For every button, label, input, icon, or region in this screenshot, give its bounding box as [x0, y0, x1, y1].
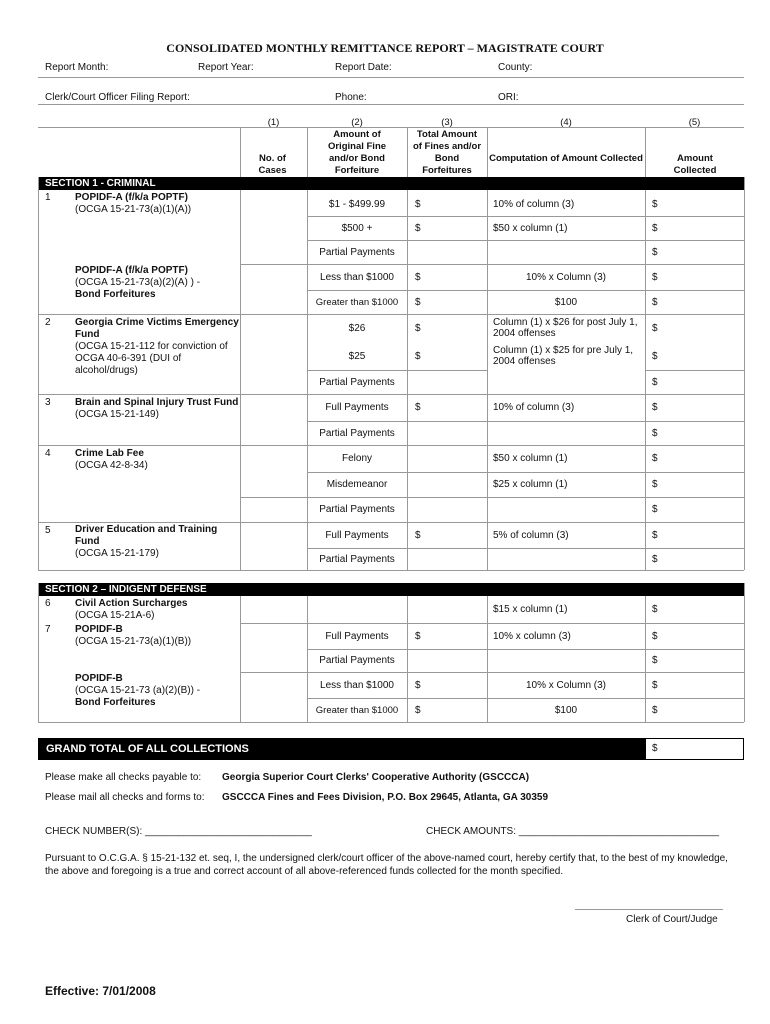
item-description [75, 673, 240, 709]
signature-line[interactable] [575, 909, 723, 910]
item-code: (OCGA 42-8-34) [75, 460, 148, 471]
total-amount-field[interactable]: $ [415, 402, 421, 413]
ori-label: ORI: [498, 92, 519, 103]
item-description [75, 192, 240, 216]
amount-collected-field[interactable]: $ [652, 529, 658, 541]
greater-than-1000: Greater than $1000 [315, 704, 399, 716]
fine-range: $1 - $499.99 [328, 198, 386, 210]
partial-payments: Partial Payments [319, 376, 395, 388]
report-year-label: Report Year: [198, 62, 254, 73]
header-divider [38, 77, 744, 78]
computation: Column (1) x $26 for post July 1, 2004 offenses [493, 317, 638, 339]
item-number: 3 [45, 397, 51, 408]
amount-collected-field[interactable]: $ [652, 322, 658, 334]
signature-label: Clerk of Court/Judge [626, 914, 718, 925]
computation: $50 x column (1) [493, 453, 568, 464]
certification-text: Pursuant to O.C.G.A. § 15-21-132 et. seq, I, the undersigned clerk/court officer of the above-named court, hereby certify that, to the best of my knowledge, the above and foregoing is a true and correct account of all above-referenced funds collected for the month specified. [45, 853, 728, 877]
grand-total-row [38, 738, 744, 760]
col3-header: Total Amount of Fines and/or Bond Forfeitures [412, 129, 482, 176]
col5-header: Amount Collected [673, 153, 717, 176]
check-numbers-field[interactable]: CHECK NUMBER(S): ______________________________ [45, 826, 312, 837]
amount-collected-field[interactable]: $ [652, 630, 658, 642]
total-amount-field[interactable]: $ [415, 296, 421, 308]
item-number: 5 [45, 525, 51, 536]
col2-header: Amount of Original Fine and/or Bond Forfeiture [327, 129, 387, 176]
less-than-1000: Less than $1000 [320, 271, 394, 283]
total-amount-field[interactable]: $ [415, 529, 421, 541]
total-amount-field[interactable]: $ [415, 322, 421, 334]
item-name: POPIDF-A (f/k/a POPTF) [75, 192, 188, 203]
amount-collected-field[interactable]: $ [652, 271, 658, 283]
item-name: Crime Lab Fee [75, 448, 144, 459]
computation: Column (1) x $25 for pre July 1, 2004 offenses [493, 345, 634, 367]
item-description [75, 448, 240, 472]
report-date-label: Report Date: [335, 62, 392, 73]
item-number: 4 [45, 448, 51, 459]
item-name: POPIDF-A (f/k/a POPTF) [75, 265, 188, 276]
computation: $15 x column (1) [493, 604, 568, 615]
item-extra: Bond Forfeitures [75, 289, 156, 300]
computation: 10% of column (3) [493, 402, 575, 413]
item-number: 7 [45, 624, 51, 635]
mail-label: Please mail all checks and forms to: [45, 792, 205, 803]
fine-amount: $25 [348, 350, 366, 362]
item-description [75, 317, 240, 377]
item-number: 1 [45, 192, 51, 203]
fine-range: $500 + [341, 222, 373, 234]
total-amount-field[interactable]: $ [415, 350, 421, 362]
item-code: (OCGA 15-21-73 (a)(2)(B)) - [75, 685, 201, 696]
total-amount-field[interactable]: $ [415, 222, 421, 234]
computation: 10% x Column (3) [525, 679, 607, 691]
total-amount-field[interactable]: $ [415, 679, 421, 691]
computation: $50 x column (1) [493, 222, 568, 234]
item-code: (OCGA 15-21-73(a)(1)(A)) [75, 204, 192, 215]
fine-amount: $26 [348, 322, 366, 334]
greater-than-1000: Greater than $1000 [315, 296, 399, 308]
amount-collected-field[interactable]: $ [652, 604, 658, 615]
section-2-header: SECTION 2 – INDIGENT DEFENSE [38, 583, 744, 596]
computation: $25 x column (1) [493, 479, 568, 490]
amount-collected-field[interactable]: $ [652, 679, 658, 691]
computation: $100 [554, 704, 578, 716]
total-amount-field[interactable]: $ [415, 704, 421, 716]
amount-collected-field[interactable]: $ [652, 504, 658, 515]
mail-value: GSCCCA Fines and Fees Division, P.O. Box 29645, Atlanta, GA 30359 [222, 792, 549, 803]
amount-collected-field[interactable]: $ [652, 479, 658, 490]
computation: 10% x Column (3) [525, 271, 607, 283]
item-name: POPIDF-B [75, 624, 123, 635]
less-than-1000: Less than $1000 [320, 679, 394, 691]
grand-total-field[interactable]: $ [652, 743, 658, 754]
computation: 10% x column (3) [493, 630, 571, 642]
amount-collected-field[interactable]: $ [652, 350, 658, 362]
item-code: (OCGA 15-21-112 for conviction of OCGA 40-6-391 (DUI of alcohol/drugs) [75, 341, 228, 376]
amount-collected-field[interactable]: $ [652, 553, 658, 565]
amount-collected-field[interactable]: $ [652, 296, 658, 308]
amount-collected-field[interactable]: $ [652, 376, 658, 388]
col4-number: (4) [560, 117, 572, 128]
payable-value: Georgia Superior Court Clerks' Cooperative Authority (GSCCCA) [222, 772, 530, 783]
total-amount-field[interactable]: $ [415, 271, 421, 283]
amount-collected-field[interactable]: $ [652, 402, 658, 413]
col1-number: (1) [267, 117, 280, 128]
full-payments: Full Payments [325, 630, 389, 642]
col3-number: (3) [441, 117, 453, 128]
total-amount-field[interactable]: $ [415, 198, 421, 210]
item-name: Brain and Spinal Injury Trust Fund [75, 397, 239, 408]
item-name: Driver Education and Training Fund [75, 524, 218, 547]
item-extra: Bond Forfeitures [75, 697, 156, 708]
amount-collected-field[interactable]: $ [652, 198, 658, 210]
amount-collected-field[interactable]: $ [652, 655, 658, 666]
amount-collected-field[interactable]: $ [652, 222, 658, 234]
total-amount-field[interactable]: $ [415, 630, 421, 642]
item-name: Georgia Crime Victims Emergency Fund [75, 317, 239, 340]
item-description [75, 397, 240, 421]
check-amounts-field[interactable]: CHECK AMOUNTS: ____________________________________ [426, 826, 720, 837]
item-code: (OCGA 15-21-73(a)(2)(A) ) - [75, 277, 201, 288]
computation: $100 [554, 296, 578, 308]
item-code: (OCGA 15-21A-6) [75, 610, 155, 621]
grand-total-label: GRAND TOTAL OF ALL COLLECTIONS [39, 739, 646, 759]
phone-label: Phone: [335, 92, 367, 103]
item-description [75, 524, 240, 560]
misdemeanor: Misdemeanor [326, 479, 388, 490]
computation: 10% of column (3) [493, 198, 575, 210]
item-description [75, 265, 240, 301]
report-month-label: Report Month: [45, 62, 109, 73]
header-divider [38, 104, 744, 105]
col1-header: No. of Cases [258, 153, 287, 176]
col4-header: Computation of Amount Collected [489, 153, 643, 164]
clerk-label: Clerk/Court Officer Filing Report: [45, 92, 190, 103]
item-code: (OCGA 15-21-179) [75, 548, 159, 559]
item-number: 2 [45, 317, 51, 328]
item-number: 6 [45, 598, 51, 609]
item-code: (OCGA 15-21-73(a)(1)(B)) [75, 636, 192, 647]
partial-payments: Partial Payments [319, 553, 395, 565]
payable-label: Please make all checks payable to: [45, 772, 202, 783]
computation: 5% of column (3) [493, 529, 569, 541]
item-name: Civil Action Surcharges [75, 598, 188, 609]
item-code: (OCGA 15-21-149) [75, 409, 159, 420]
full-payments: Full Payments [325, 402, 389, 413]
amount-collected-field[interactable]: $ [652, 246, 658, 258]
felony: Felony [341, 453, 372, 464]
amount-collected-field[interactable]: $ [652, 704, 658, 716]
amount-collected-field[interactable]: $ [652, 453, 658, 464]
item-description [75, 624, 240, 648]
col2-number: (2) [351, 117, 363, 128]
col5-number: (5) [688, 117, 701, 128]
item-description [75, 598, 240, 622]
partial-payments: Partial Payments [319, 427, 395, 439]
effective-date: Effective: 7/01/2008 [45, 984, 156, 998]
partial-payments: Partial Payments [319, 655, 395, 666]
partial-payments: Partial Payments [319, 504, 395, 515]
full-payments: Full Payments [325, 529, 389, 541]
item-name: POPIDF-B [75, 673, 123, 684]
county-label: County: [498, 62, 533, 73]
partial-payments: Partial Payments [319, 246, 395, 258]
report-title: CONSOLIDATED MONTHLY REMITTANCE REPORT – MAGISTRATE COURT [166, 41, 604, 55]
section-1-header: SECTION 1 - CRIMINAL [38, 177, 744, 190]
amount-collected-field[interactable]: $ [652, 427, 658, 439]
